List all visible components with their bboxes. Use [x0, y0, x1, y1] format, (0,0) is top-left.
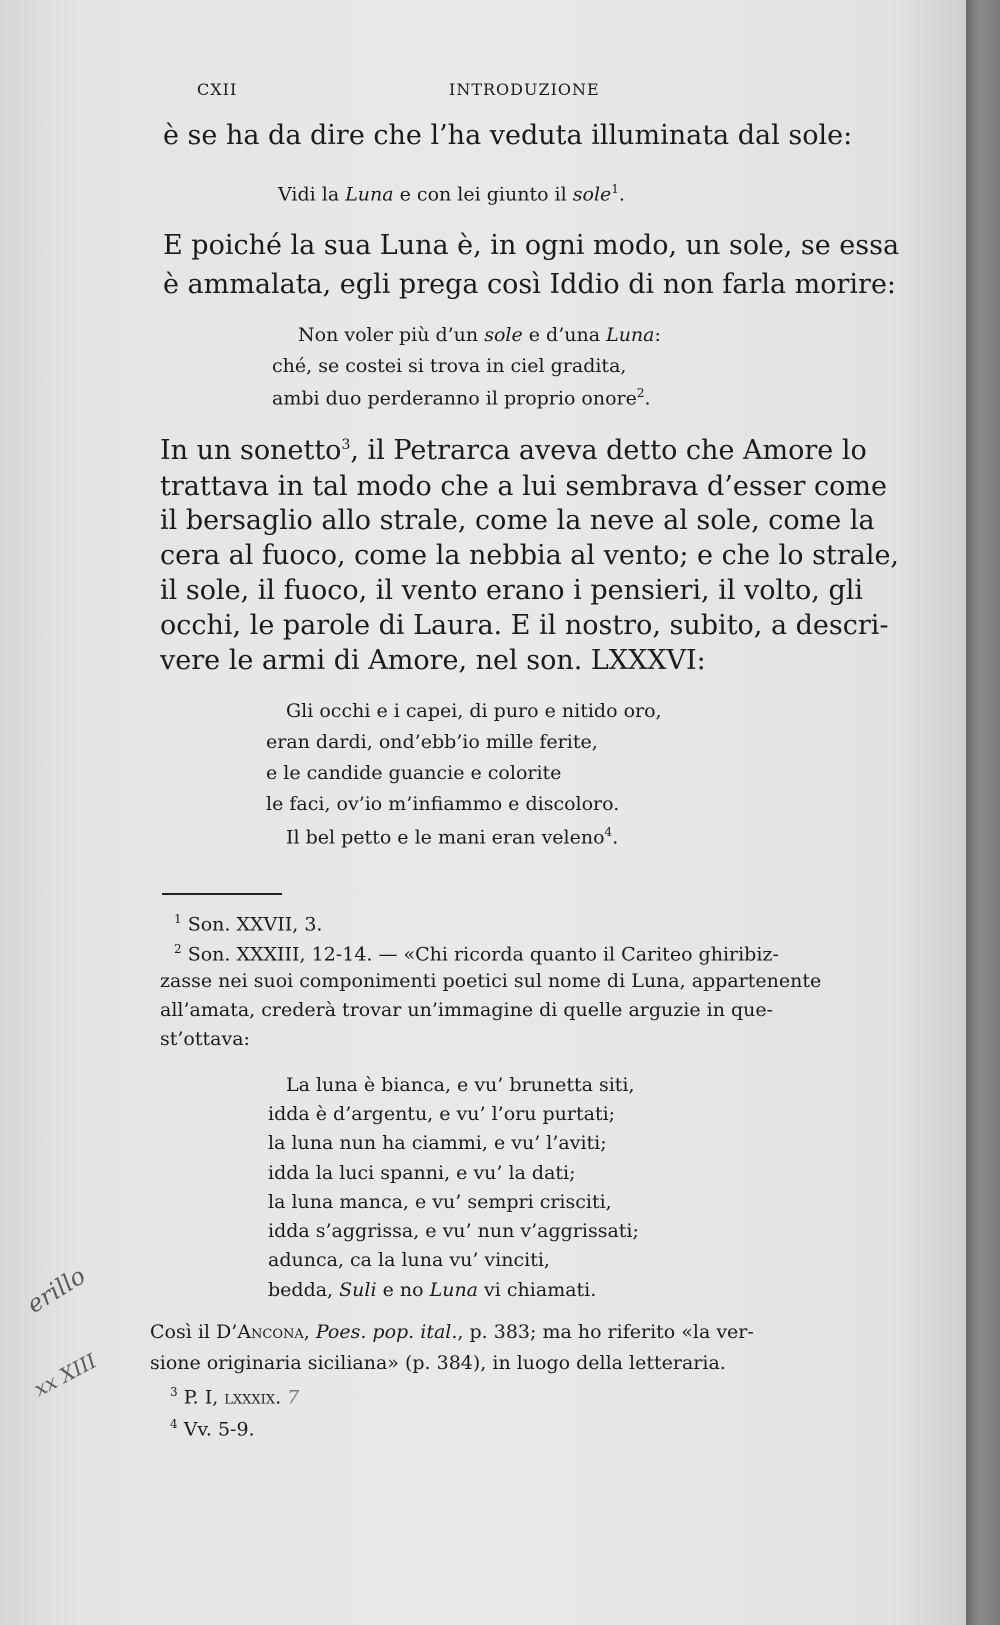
margin-handwriting-word: erillo [22, 1261, 91, 1319]
body-line-5: trattava in tal modo che a lui sembrava d’esser come [160, 471, 887, 502]
quote2-line-2: ché, se costei si trova in ciel gradita, [272, 355, 627, 377]
quote3-line-1: Gli occhi e i capei, di puro e nitido oro, [286, 700, 662, 722]
footnote-rule [162, 893, 282, 895]
quote3-line-5: Il bel petto e le mani eran veleno$^4$. [286, 825, 619, 849]
page-edge-shadow [966, 0, 1000, 1625]
footnote-2-line-4: st’ottava: [160, 1028, 250, 1050]
ottava-line-1: La luna è bianca, e vu’ brunetta siti, [286, 1074, 635, 1096]
quote3-line-4: le faci, ov’io m’infiammo e discoloro. [266, 793, 620, 815]
running-title: INTRODUZIONE [449, 80, 600, 99]
ottava-line-2: idda è d’argentu, e vu’ l’oru purtati; [268, 1103, 616, 1125]
body-line-9: occhi, le parole di Laura. E il nostro, subito, a descri- [160, 610, 889, 641]
footnote-2-line-1: $^2$ Son. XXXIII, 12-14. — «Chi ricorda quanto il Cariteo ghiribiz- [174, 942, 779, 966]
ottava-line-4: idda la luci spanni, e vu’ la dati; [268, 1162, 576, 1184]
quote-line-1: Vidi la Luna e con lei giunto il sole$^1$. [278, 182, 625, 206]
footnote-1: $^1$ Son. XXVII, 3. [174, 912, 323, 936]
body-line-7: cera al fuoco, come la nebbia al vento; e che lo strale, [160, 540, 900, 571]
handwritten-mark: 7 [287, 1386, 300, 1409]
body-line-3: è ammalata, egli prega così Iddio di non farla morire: [163, 269, 897, 300]
margin-handwriting-ref: xx XIII [30, 1348, 101, 1402]
footnote-2-line-6: sione originaria siciliana» (p. 384), in luogo della letteraria. [150, 1352, 726, 1374]
body-line-1: è se ha da dire che l’ha veduta illuminata dal sole: [163, 120, 853, 151]
quote2-line-1: Non voler più d’un sole e d’una Luna: [298, 324, 661, 346]
body-line-8: il sole, il fuoco, il vento erano i pensieri, il volto, gli [160, 575, 864, 606]
body-line-2: E poiché la sua Luna è, in ogni modo, un sole, se essa [163, 230, 900, 261]
quote3-line-2: eran dardi, ond’ebb’io mille ferite, [266, 731, 598, 753]
ottava-line-7: adunca, ca la luna vu’ vinciti, [268, 1249, 550, 1271]
footnote-2-line-5: Così il D’Ancona, Poes. pop. ital., p. 383; ma ho riferito «la ver- [150, 1321, 754, 1343]
footnote-2-line-3: all’amata, crederà trovar un’immagine di quelle arguzie in que- [160, 999, 774, 1021]
ottava-line-8: bedda, Suli e no Luna vi chiamati. [268, 1279, 597, 1301]
footnote-2-line-2: zasse nei suoi componimenti poetici sul nome di Luna, appartenente [160, 970, 822, 992]
footnote-3: $^3$ P. I, lxxxix. 7 [170, 1385, 300, 1409]
footnote-4: $^4$ Vv. 5-9. [170, 1417, 255, 1441]
ottava-line-3: la luna nun ha ciammi, e vu’ l’aviti; [268, 1132, 607, 1154]
ottava-line-5: la luna manca, e vu’ sempri crisciti, [268, 1191, 612, 1213]
body-line-6: il bersaglio allo strale, come la neve al sole, come la [160, 505, 875, 536]
quote2-line-3: ambi duo perderanno il proprio onore$^2$. [272, 386, 651, 410]
ottava-line-6: idda s’aggrissa, e vu’ nun v’aggrissati; [268, 1220, 639, 1242]
folio-number: CXII [197, 80, 238, 99]
quote3-line-3: e le candide guancie e colorite [266, 762, 562, 784]
body-line-4: In un sonetto$^3$, il Petrarca aveva detto che Amore lo [160, 435, 867, 466]
body-line-10: vere le armi di Amore, nel son. LXXXVI: [160, 645, 706, 676]
